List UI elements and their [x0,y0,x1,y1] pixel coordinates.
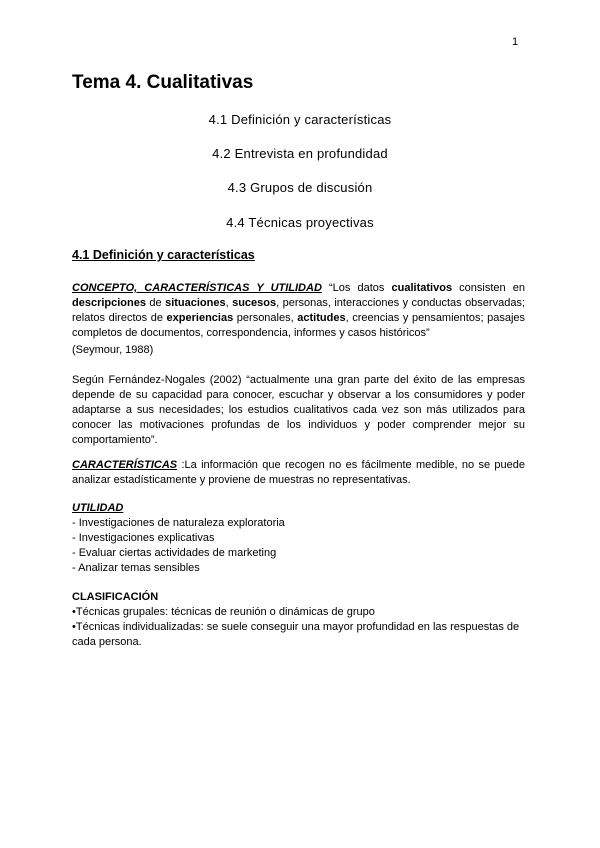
concept-text: personales, [233,312,298,324]
concept-paragraph [72,281,525,341]
document-title: Tema 4. Cualitativas [72,72,254,93]
concept-text: , personas, interacciones y conductas observadas; relatos directos de [72,297,525,324]
list-item: - Analizar temas sensibles [72,562,200,574]
concept-bold-term: experiencias [166,312,234,324]
list-item: •Técnicas grupales: técnicas de reunión o dinámicas de grupo [72,606,375,618]
utilidad-heading: UTILIDAD [72,502,124,514]
concept-bold-term: situaciones [165,297,226,309]
toc-item: 4.4 Técnicas proyectivas [226,215,374,230]
page-number: 1 [512,36,519,48]
list-item: - Investigaciones de naturaleza exploratoria [72,517,285,529]
caracteristicas-paragraph [72,458,525,488]
concept-text: , creencias y pensamientos; pasajes completos de documentos, correspondencia, informes y casos históricos” [72,312,526,339]
list-item: •Técnicas individualizadas: se suele conseguir una mayor profundidad en las respuestas de cada persona. [72,621,520,648]
concept-text: de [145,297,166,309]
toc-item: 4.3 Grupos de discusión [227,180,373,195]
toc-item: 4.1 Definición y características [208,112,392,127]
utilidad-section [72,501,525,576]
caracteristicas-text: :La información que recogen no es fácilmente medible, no se puede analizar estadísticamente y proviene de muestras no representativas. [72,459,525,486]
concept-bold-term: cualitativos [391,282,453,294]
list-item: - Evaluar ciertas actividades de marketing [72,547,277,559]
citation-source: (Seymour, 1988) [72,344,154,356]
concept-text: “Los datos [321,282,392,294]
concept-label: CONCEPTO, CARACTERÍSTICAS Y UTILIDAD [72,282,322,294]
section-heading: 4.1 Definición y características [72,248,255,262]
concept-text: , [225,297,233,309]
caracteristicas-label: CARACTERÍSTICAS [72,459,178,471]
concept-text: consisten en [452,282,525,294]
clasificacion-section [72,590,525,650]
toc-item: 4.2 Entrevista en profundidad [212,146,388,161]
clasificacion-heading: CLASIFICACIÓN [72,591,159,603]
list-item: - Investigaciones explicativas [72,532,215,544]
concept-bold-term: actitudes [297,312,346,324]
concept-bold-term: descripciones [72,297,146,309]
fernandez-paragraph: Según Fernández-Nogales (2002) “actualmente una gran parte del éxito de las empresas depende de su capacidad para conocer, escuchar y observar a los consumidores y poder adaptarse a sus necesidades; los estudios cualitativos cada vez son más utilizados para conocer las motivaciones profundas de los individuos y poder comprender mejor su comportamiento”. [72,374,525,446]
concept-bold-term: sucesos [232,297,277,309]
